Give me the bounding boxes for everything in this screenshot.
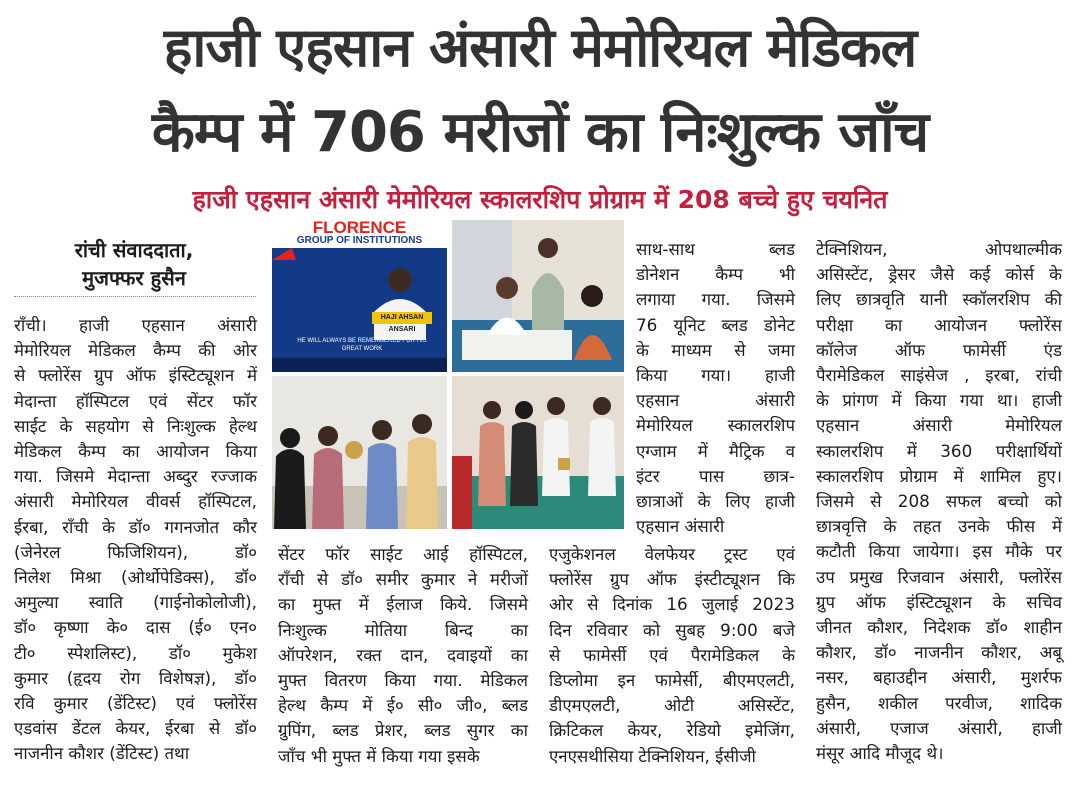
text-line: छात्राओं के लिए हाजी: [636, 491, 795, 512]
text-line: डिप्लोमा इन फामेर्सी, बीएमएलटी,: [549, 670, 795, 691]
text-line: पैरामेडिकल साइंसेज , इरबा, रांची: [816, 365, 1062, 386]
text-line: ओर से दिनांक 16 जुलाई 2023: [549, 594, 795, 615]
text-line: नसर, बहाउद्दीन अंसारी, मुशर्रफ: [816, 667, 1062, 688]
text-line: छात्रवृत्ति के तहत उनके फीस में: [816, 516, 1062, 537]
text-line: रवि कुमार (डेंटिस्ट) एवं फ्लोरेंस: [14, 693, 257, 714]
text-line: उप प्रमुख रिजवान अंसारी, फ्लोरेंस: [816, 566, 1062, 587]
text-line: दिन रविवार को सुबह 9:00 बजे: [549, 619, 795, 640]
text-line: मेमोरियल मेडिकल कैम्प की ओर: [14, 340, 257, 361]
text-line: साथ-साथ ब्लड: [636, 239, 795, 259]
text-line: किया गया। हाजी: [636, 365, 795, 386]
text-line: कुमार (हृदय रोग विशेषज्ञ), डॉ०: [14, 667, 257, 688]
text-line: मुफ्त वितरण किया गया. मेडिकल: [278, 670, 528, 691]
text-line: हेल्थ कैम्प में ई० सी० जी०, ब्लड: [278, 695, 528, 716]
text-line: निलेश मिश्रा (ओर्थोपेडिक्स), डॉ०: [14, 567, 257, 588]
text-line: एहसान अंसारी मेमोरियल: [816, 415, 1062, 436]
text-line: डोनेशन कैम्प भी: [636, 264, 795, 285]
subheadline: हाजी एहसान अंसारी मेमोरियल स्कालरशिप प्रोग्राम में 208 बच्चे हुए चयनित: [192, 185, 888, 214]
text-line: एग्जाम में मैट्रिक व: [636, 440, 795, 461]
poster-tagline: HE WILL ALWAYS BE REMEMBERED FOR HIS GREAT WORK: [297, 338, 427, 352]
poster-image: [272, 220, 447, 372]
text-line: ईरबा, राँची के डॉ० गगनजोत कौर: [14, 516, 257, 537]
text-line: के माध्यम से जमा: [636, 339, 795, 360]
poster-person-name: HAJI AHSAN ANSARI: [372, 312, 432, 324]
text-line: इंटर पास छात्र-: [636, 465, 795, 486]
text-line: कॉलेज ऑफ फामेर्सी एंड: [816, 339, 1062, 360]
text-line: लगाया गया. जिसमे: [636, 289, 795, 310]
text-line: ऑपरेशन, रक्त दान, दवाइयों का: [278, 644, 528, 665]
text-line: कटौती किया जायेगा। इस मौके पर: [816, 541, 1062, 562]
text-line: डॉ० कृष्णा के० दास (ई० एन०: [14, 617, 257, 638]
text-line: राँची से डॉ० समीर कुमार ने मरीजों: [278, 569, 528, 590]
text-line: अमुल्या स्वाति (गाईनोकोलोजी),: [14, 592, 257, 613]
text-line: फ्लोरेंस ग्रुप ऑफ इंस्टीट्यूशन कि: [549, 569, 795, 590]
text-line: से फ्लोरेंस ग्रुप ऑफ इंस्टिट्यूशन में: [14, 365, 257, 386]
text-line: अंसारी, एजाज अंसारी, हाजी: [816, 717, 1062, 738]
text-line: टेक्निशियन, ओपथाल्मीक: [816, 239, 1062, 259]
headline-line-2: कैम्प में 706 मरीजों का निःशुल्क जाँच: [151, 100, 929, 165]
text-line: गया. जिसमे मेदान्ता अब्दुर रज्जाक: [14, 466, 257, 487]
text-line: मेदान्ता हॉस्पिटल एवं सेंटर फॉर: [14, 390, 257, 411]
text-line: निःशुल्क मोतिया बिन्द का: [278, 619, 528, 640]
text-line: अंसारी मेमोरियल वीवर्स हॉस्पिटल,: [14, 491, 257, 512]
text-line: मेडिकल कैम्प का आयोजन किया: [14, 441, 257, 462]
text-line: स्कालरशिप प्रोग्राम में शामिल हुए।: [816, 465, 1062, 486]
text-line: स्कालरशिप में 360 परीक्षार्थियों: [816, 440, 1062, 461]
text-line: ग्रुप ऑफ इंस्टिट्यूशन के सचिव: [816, 591, 1062, 612]
photo-medical-checkup: [452, 220, 624, 372]
text-line: (जेनेरल फिजिशियन), डॉ०: [14, 541, 257, 562]
text-line: कौशर, डॉ० नाजनीन कौशर, अबू: [816, 642, 1062, 663]
photo-felicitation-1: [272, 376, 447, 529]
text-line: से फामेर्सी एवं पैरामेडिकल के: [549, 644, 795, 665]
text-line: जाँच भी मुफ्त में किया गया इसके: [278, 745, 480, 766]
text-line: साईट के सहयोग से निःशुल्क हेल्थ: [14, 415, 257, 436]
article-column-1: [14, 313, 257, 767]
text-line: सेंटर फॉर साईट आई हॉस्पिटल,: [278, 544, 528, 564]
text-line: एहसान अंसारी: [636, 390, 795, 411]
byline-name: मुजफ्फर हुसैन: [82, 266, 186, 290]
text-line: जिसमे से 208 सफल बच्चो को: [816, 491, 1062, 512]
byline-divider: [14, 296, 256, 297]
text-line: मंसूर आदि मौजूद थे।: [816, 743, 944, 764]
byline-reporter: रांची संवाददाता,: [74, 238, 194, 262]
poster-brand-sub: GROUP OF INSTITUTIONS: [296, 235, 423, 246]
text-line: मेमोरियल स्कालरशिप: [636, 415, 795, 436]
article-column-2: [278, 542, 528, 769]
text-line: टी० स्पेशलिस्ट), डॉ० मुकेश: [14, 642, 257, 663]
article-column-4: [816, 237, 1062, 766]
text-line: एनएसथीसिया टेक्निशियन, ईसीजी: [549, 745, 756, 766]
article-column-3-bottom: [549, 542, 795, 769]
text-line: एजुकेशनल वेलफेयर ट्रस्ट एवं: [549, 544, 795, 564]
article-column-3-top: [636, 237, 795, 539]
text-line: परीक्षा का आयोजन फ्लोरेंस: [816, 314, 1062, 335]
text-line: ग्रुपिंग, ब्लड प्रेशर, ब्लड सुगर का: [278, 720, 528, 741]
text-line: असिस्टेंट, ड्रेसर जैसे कई कोर्स के: [816, 264, 1062, 285]
poster-brand: FLORENCE: [312, 220, 407, 237]
text-line: जीनत कौशर, निदेशक डॉ० शाहीन: [816, 617, 1062, 638]
text-line: रॉंची। हाजी एहसान अंसारी: [14, 315, 257, 335]
text-line: के प्रांगण में किया गया था। हाजी: [816, 390, 1062, 411]
text-line: क्रिटिकल केयर, रेडियो इमेजिंग,: [549, 720, 795, 741]
photo-felicitation-2: [452, 376, 624, 529]
headline-line-1: हाजी एहसान अंसारी मेमोरियल मेडिकल: [163, 16, 917, 79]
text-line: 76 यूनिट ब्लड डोनेट: [636, 314, 795, 335]
text-line: एडवांस डेंटल केयर, ईरबा से डॉ०: [14, 718, 257, 739]
text-line: एहसान अंसारी: [636, 516, 725, 537]
poster-header: [272, 220, 447, 248]
text-line: का मुफ्त में ईलाज किये. जिसमे: [278, 594, 528, 615]
text-line: हुसैन, शकील परवीज, शादिक: [816, 692, 1062, 713]
text-line: डीएमएलटी, ओटी असिस्टेंट,: [549, 695, 795, 716]
text-line: लिए छात्रवृति यानी स्कॉलरशिप की: [816, 289, 1062, 310]
text-line: नाजनीन कौशर (डेंटिस्ट) तथा: [14, 743, 190, 764]
